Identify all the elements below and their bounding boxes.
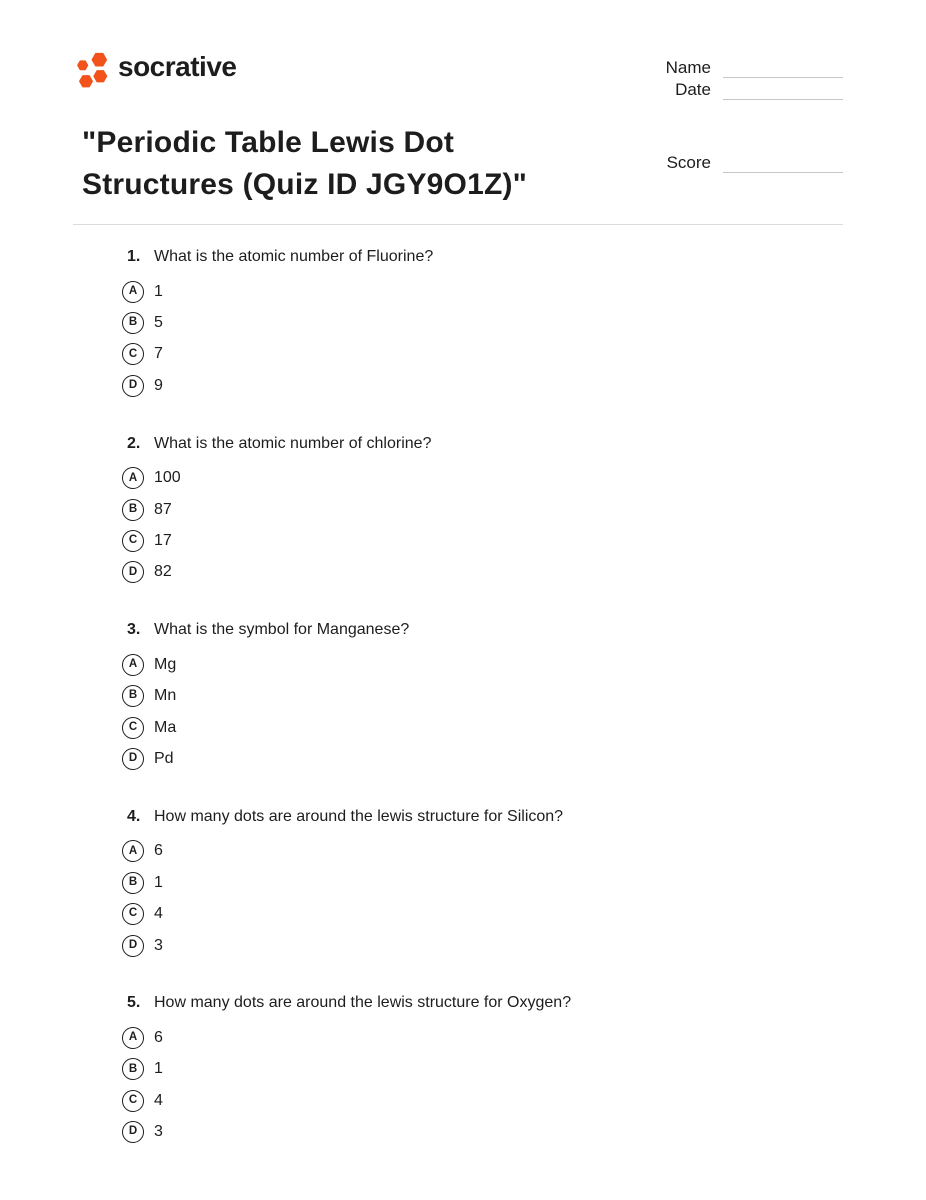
option-text: 100 [154,469,181,487]
question-block [0,621,926,775]
option-row [0,557,926,588]
option-text: 82 [154,563,172,581]
option-letter: B [128,689,138,702]
option-text: Pd [154,749,174,767]
option-row [0,898,926,929]
option-letter-circle [122,903,144,925]
question-row [0,994,926,1022]
option-letter: C [128,907,138,920]
option-letter: B [128,876,138,889]
question-block [0,994,926,1148]
option-letter-circle [122,872,144,894]
options [0,1022,926,1148]
question-block [0,808,926,962]
option-letter-circle [122,312,144,334]
date-label: Date [675,80,711,99]
quiz-title: "Periodic Table Lewis Dot Structures (Quiz ID JGY9O1Z)" [82,126,528,201]
option-letter-circle [122,530,144,552]
option-text: Mg [154,655,177,673]
question-block [0,435,926,589]
option-text: 5 [154,314,163,332]
option-row [0,836,926,867]
option-text: 6 [154,842,163,860]
option-text: 1 [154,1060,163,1078]
option-letter-circle [122,343,144,365]
score-field-row [623,151,843,173]
date-blank-line [723,82,843,100]
option-letter-circle [122,281,144,303]
option-letter-circle [122,654,144,676]
question-row [0,435,926,463]
question-text: What is the atomic number of Fluorine? [154,248,434,265]
name-field-row [623,56,843,78]
name-label: Name [665,58,711,77]
option-letter-circle [122,375,144,397]
header-divider [73,224,843,225]
option-letter-circle [122,935,144,957]
option-text: 3 [154,936,163,954]
option-letter-circle [122,1027,144,1049]
option-text: 3 [154,1123,163,1141]
questions [0,248,926,1181]
option-row [0,307,926,338]
question-row [0,808,926,836]
options [0,836,926,962]
socrative-hexagons-icon [76,50,108,88]
option-row [0,681,926,712]
option-letter: A [128,284,138,297]
option-text: 4 [154,905,163,923]
option-row [0,525,926,556]
date-field-row [623,78,843,100]
question-row [0,248,926,276]
option-text: 9 [154,376,163,394]
option-row [0,494,926,525]
option-letter: C [128,347,138,360]
option-row [0,339,926,370]
option-row [0,1085,926,1116]
score-blank-line [723,155,843,173]
option-letter-circle [122,1058,144,1080]
option-letter-circle [122,840,144,862]
option-letter: C [128,1093,138,1106]
option-text: 6 [154,1028,163,1046]
question-text: How many dots are around the lewis structure for Oxygen? [154,994,572,1012]
option-text: Ma [154,718,177,736]
question-text: What is the atomic number of chlorine? [154,434,432,452]
option-letter-circle [122,1090,144,1112]
question-text: What is the symbol for Manganese? [154,621,410,639]
option-letter-circle [122,717,144,739]
option-row [0,1054,926,1085]
option-text: 7 [154,345,163,363]
option-letter: B [128,1062,138,1075]
option-row [0,712,926,743]
option-row [0,1116,926,1147]
option-row [0,649,926,680]
option-letter-circle [122,467,144,489]
option-letter: B [128,502,138,515]
socrative-logo [76,50,236,88]
option-letter: B [128,316,138,329]
question-text: How many dots are around the lewis structure for Silicon? [154,807,564,825]
option-letter: A [128,844,138,857]
option-letter: D [128,752,138,765]
options [0,649,926,775]
question-number: 2. [127,434,141,452]
option-letter: C [128,534,138,547]
option-row [0,1022,926,1053]
option-text: 87 [154,500,172,518]
option-letter-circle [122,561,144,583]
question-number: 5. [127,994,141,1012]
option-letter: D [128,379,138,392]
options [0,463,926,589]
option-row [0,370,926,401]
option-row [0,463,926,494]
option-text: 1 [154,282,163,300]
option-row [0,867,926,898]
brand-name: socrative [118,51,237,82]
option-letter: A [128,1031,138,1044]
option-text: 17 [154,532,172,550]
option-letter: D [128,565,138,578]
name-blank-line [723,60,843,78]
options [0,276,926,402]
question-number: 1. [127,248,141,265]
option-text: 1 [154,873,163,891]
option-text: Mn [154,687,177,705]
option-letter-circle [122,685,144,707]
option-row [0,930,926,961]
option-letter: D [128,938,138,951]
option-letter: D [128,1125,138,1138]
question-number: 4. [127,807,141,825]
question-block [0,248,926,402]
score-label: Score [666,153,711,172]
option-letter-circle [122,1121,144,1143]
option-letter-circle [122,499,144,521]
option-text: 4 [154,1091,163,1109]
option-letter: A [128,658,138,671]
option-row [0,276,926,307]
option-letter: C [128,720,138,733]
question-number: 3. [127,621,141,639]
question-row [0,621,926,649]
student-fields [623,56,843,173]
option-letter: A [128,471,138,484]
option-row [0,743,926,774]
option-letter-circle [122,748,144,770]
